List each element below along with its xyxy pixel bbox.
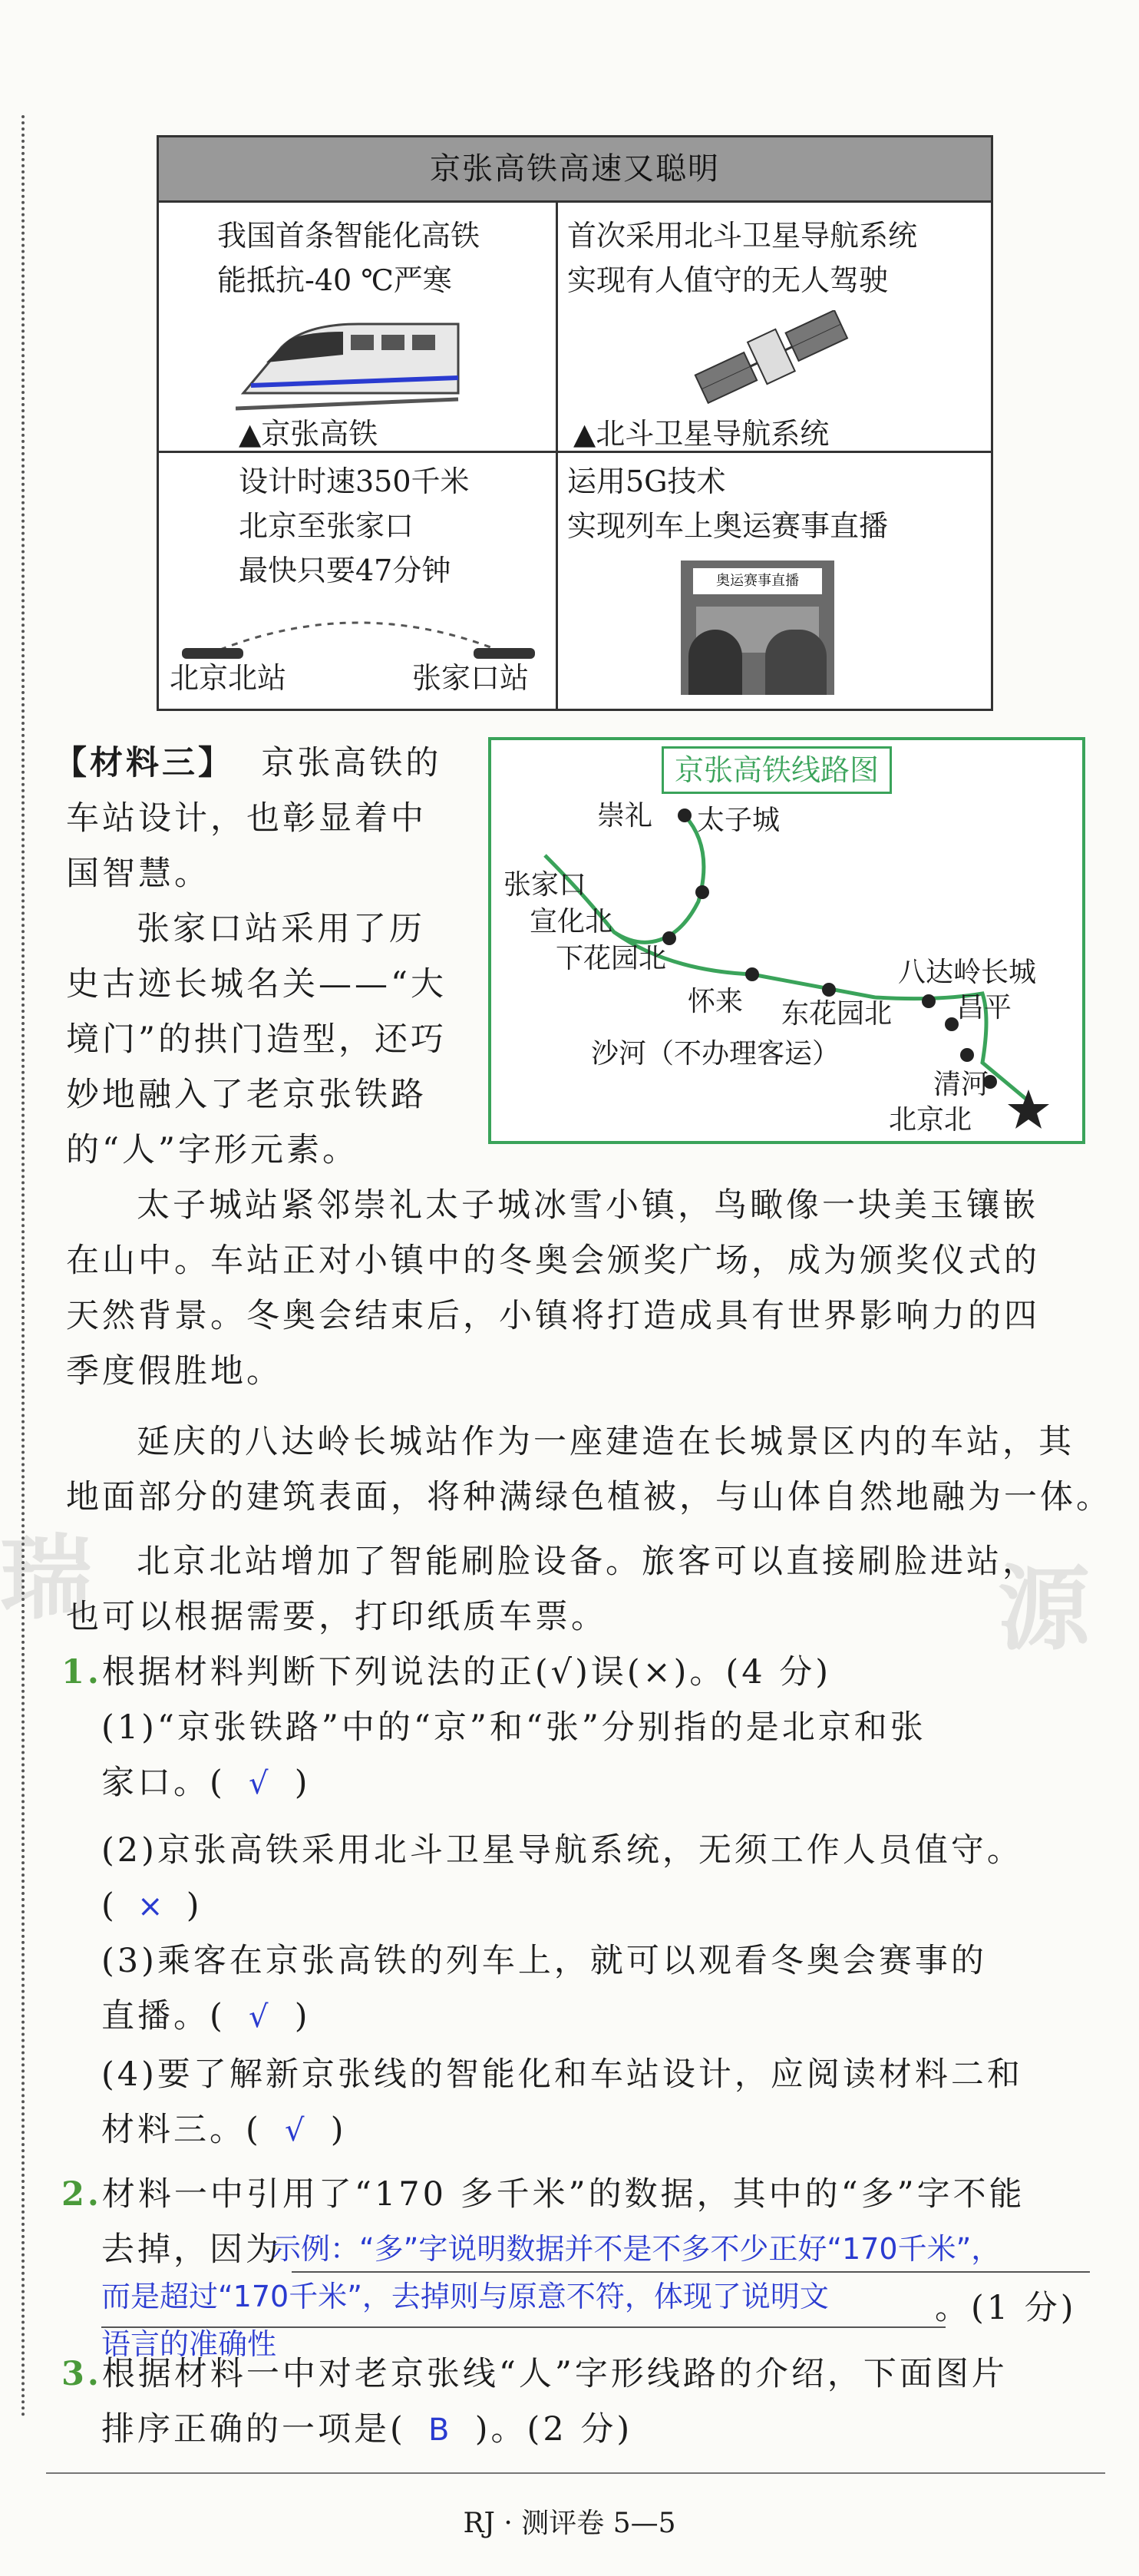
map-station-huailai: 怀来: [688, 986, 744, 1017]
q1-item2-line1: (2)京张高铁采用北斗卫星导航系统，无须工作人员值守。: [101, 1831, 1023, 1870]
footer-rule: [46, 2472, 1105, 2474]
para1-line3: 天然背景。冬奥会结束后，小镇将打造成具有世界影响力的四: [66, 1297, 1040, 1335]
station-zhangjiakou: 张家口站: [412, 661, 530, 695]
q1-item4-answer[interactable]: √: [285, 2113, 308, 2148]
q1-item4-line2: 材料三。( √ ): [101, 2102, 347, 2158]
high-speed-train-image: [236, 301, 466, 416]
q2-answer-line1[interactable]: 示例：“多”字说明数据并不是不多不少正好“170千米”，: [272, 2232, 1001, 2266]
map-station-beijingbei: 北京北: [889, 1104, 972, 1136]
q1-stem: 1.根据材料判断下列说法的正(√)误(×)。(4 分): [61, 1653, 832, 1691]
map-station-chongli: 崇礼: [597, 800, 653, 832]
material3-line6: 境门”的拱门造型，还巧: [66, 1020, 447, 1059]
map-station-xuanhuabei: 宣化北: [530, 906, 613, 937]
map-station-donghuayuanbei: 东花园北: [781, 998, 893, 1030]
q1-item4-line1: (4)要了解新京张线的智能化和车站设计，应阅读材料二和: [101, 2055, 1023, 2094]
cell-5g: [558, 453, 991, 709]
cell-satellite-caption: ▲北斗卫星导航系统: [573, 417, 830, 451]
para3-line1: 北京北站增加了智能刷脸设备。旅客可以直接刷脸进站，: [137, 1543, 1038, 1581]
page-footer: RJ · 测评卷 5—5: [463, 2508, 676, 2539]
q2-score: 。(1 分): [935, 2289, 1077, 2327]
table-title: 京张高铁高速又聪明: [159, 137, 991, 203]
q3-line2: 排序正确的一项是( B )。(2 分): [101, 2402, 632, 2458]
para2-line1: 延庆的八达岭长城站作为一座建造在长城景区内的车站，其: [137, 1423, 1075, 1461]
cell-speed-line3: 最快只要47分钟: [239, 554, 451, 587]
live-broadcast-image: [681, 561, 834, 695]
q3-line1: 3.根据材料一中对老京张线“人”字形线路的介绍，下面图片: [61, 2355, 1008, 2393]
cell-train-line2: 能抵抗-40 ℃严寒: [217, 263, 452, 297]
map-station-zhangjiakou: 张家口: [503, 869, 587, 901]
watermark: 源: [998, 1555, 1090, 1663]
q1-item1-line1: (1)“京张铁路”中的“京”和“张”分别指的是北京和张: [101, 1708, 926, 1747]
map-station-changping: 昌平: [956, 992, 1012, 1023]
satellite-image: [688, 310, 857, 410]
material3-line5: 史古迹长城名关——“大: [66, 965, 447, 1004]
q1-item1-line2: 家口。( √ ): [101, 1755, 311, 1811]
map-station-taizicheng: 太子城: [697, 805, 781, 836]
q1-item1-answer[interactable]: √: [249, 1766, 272, 1801]
map-station-shahe: 沙河（不办理客运）: [591, 1038, 840, 1070]
para1-line1: 太子城站紧邻崇礼太子城冰雪小镇，鸟瞰像一块美玉镶嵌: [137, 1186, 1038, 1225]
material3-line7: 妙地融入了老京张铁路: [66, 1076, 427, 1114]
info-table: [157, 135, 993, 711]
map-station-qinghe: 清河: [933, 1069, 989, 1100]
para1-line4: 季度假胜地。: [66, 1352, 282, 1391]
q2-answer-line2[interactable]: 而是超过“170千米”，去掉则与原意不符，体现了说明文: [101, 2280, 829, 2313]
para3-line2: 也可以根据需要，打印纸质车票。: [66, 1598, 607, 1636]
cell-satellite: [558, 203, 991, 453]
q1-item2-line2: ( × ): [101, 1878, 203, 1934]
q1-item3-line2: 直播。( √ ): [101, 1989, 311, 2045]
material3-label: 【材料三】: [54, 744, 234, 782]
cell-speed: [159, 453, 558, 709]
route-map: [488, 737, 1085, 1144]
page-margin-dotted-line: [21, 115, 25, 2419]
map-title: 京张高铁线路图: [662, 746, 892, 794]
cell-satellite-line2: 实现有人值守的无人驾驶: [567, 263, 889, 297]
material3-line3: 国智慧。: [66, 855, 210, 893]
cell-train: [159, 203, 558, 453]
para2-line2: 地面部分的建筑表面，将种满绿色植被，与山体自然地融为一体。: [66, 1478, 1112, 1516]
q1-item2-answer[interactable]: ×: [137, 1889, 167, 1924]
map-station-badaling: 八达岭长城: [898, 957, 1037, 988]
beijing-north-star-icon: [1008, 1090, 1049, 1129]
cell-train-caption: ▲京张高铁: [239, 417, 378, 451]
cell-speed-line1: 设计时速350千米: [239, 465, 470, 498]
q1-item3-line1: (3)乘客在京张高铁的列车上，就可以观看冬奥会赛事的: [101, 1942, 987, 1980]
material3-line1: 【材料三】 京张高铁的: [54, 744, 442, 782]
material3-line4: 张家口站采用了历: [137, 910, 425, 948]
q1-number: 1.: [61, 1653, 102, 1691]
cell-train-line1: 我国首条智能化高铁: [217, 219, 480, 253]
cell-speed-line2: 北京至张家口: [239, 509, 414, 543]
q1-item3-answer[interactable]: √: [249, 1999, 272, 2035]
cell-5g-line2: 实现列车上奥运赛事直播: [567, 509, 889, 543]
q2-answer-line3[interactable]: 语言的准确性: [101, 2327, 277, 2361]
q2-number: 2.: [61, 2175, 102, 2214]
material3-line2: 车站设计，也彰显着中: [66, 799, 427, 838]
q3-answer[interactable]: B: [428, 2412, 453, 2448]
q2-line1: 2.材料一中引用了“170 多千米”的数据，其中的“多”字不能: [61, 2175, 1025, 2214]
watermark: 瑞: [0, 1524, 92, 1632]
para1-line2: 在山中。车站正对小镇中的冬奥会颁奖广场，成为颁奖仪式的: [66, 1242, 1040, 1280]
cell-satellite-line1: 首次采用北斗卫星导航系统: [567, 219, 918, 253]
material3-line8: 的“人”字形元素。: [66, 1131, 358, 1169]
q2-line2-prefix: 去掉，因为: [101, 2230, 282, 2269]
map-station-xiahuayuanbei: 下花园北: [556, 943, 667, 974]
cell-5g-line1: 运用5G技术: [567, 465, 726, 498]
broadcast-screen-text: 奥运赛事直播: [693, 568, 822, 594]
station-beijing-north: 北京北站: [170, 661, 287, 695]
q3-number: 3.: [61, 2355, 102, 2393]
